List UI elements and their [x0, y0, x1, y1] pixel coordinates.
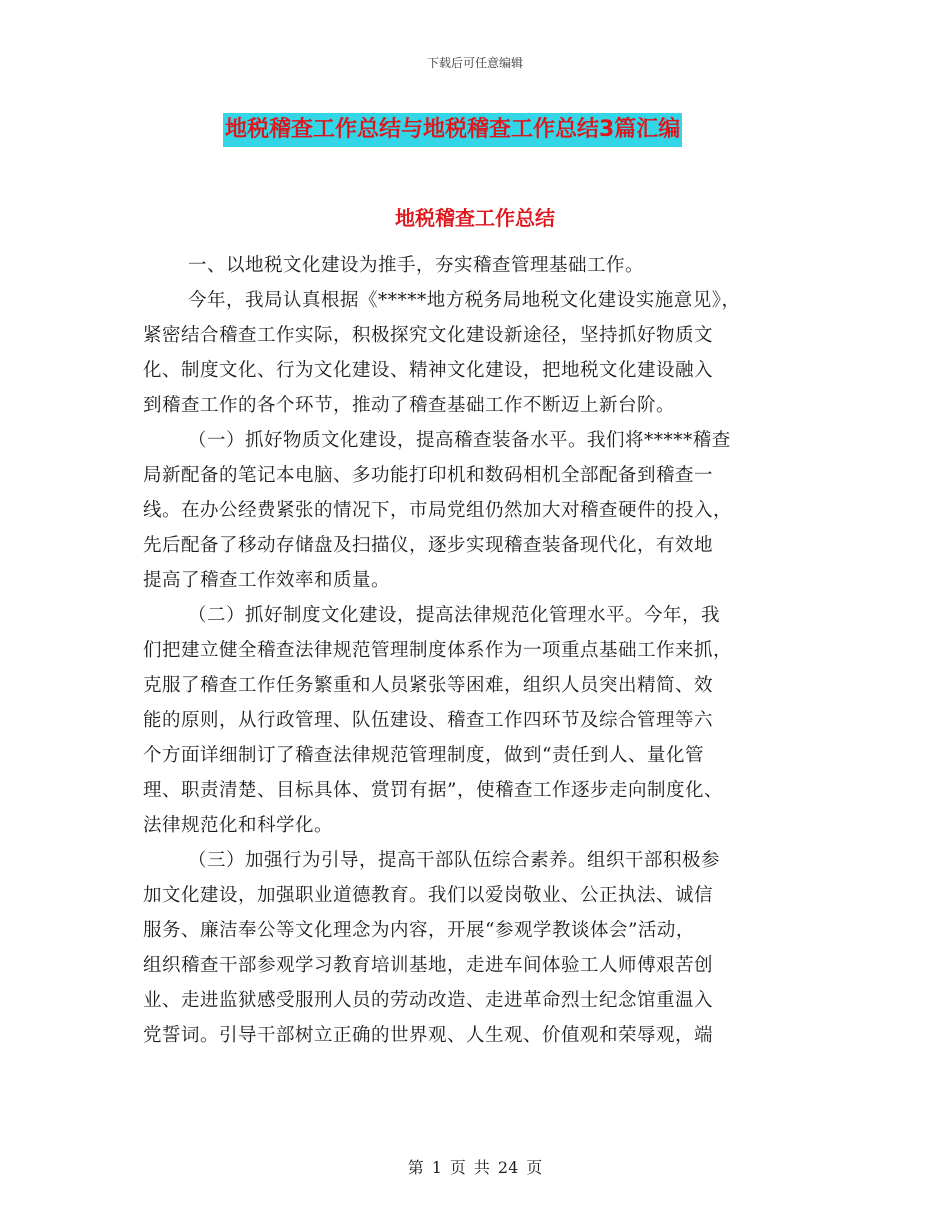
paragraph-line: 们把建立健全稽查法律规范管理制度体系作为一项重点基础工作来抓， [143, 640, 733, 661]
footer-suffix: 页 [526, 1158, 543, 1177]
paragraph-line: 党誓词。引导干部树立正确的世界观、人生观、价值观和荣辱观，端 [143, 1025, 714, 1046]
paragraph-line: 化、制度文化、行为文化建设、精神文化建设，把地税文化建设融入 [143, 360, 714, 381]
paragraph-line: 法律规范化和科学化。 [143, 815, 334, 836]
paragraph-line: 能的原则，从行政管理、队伍建设、稽查工作四环节及综合管理等六 [143, 710, 714, 731]
paragraph-line: 提高了稽查工作效率和质量。 [143, 570, 391, 591]
paragraph-line: 线。在办公经费紧张的情况下，市局党组仍然加大对稽查硬件的投入， [143, 500, 733, 521]
total-pages: 24 [497, 1158, 519, 1177]
page-number: 1 [431, 1158, 442, 1177]
paragraph-line: 到稽查工作的各个环节，推动了稽查基础工作不断迈上新台阶。 [143, 395, 676, 416]
section-title: 地税稽查工作总结 [395, 206, 555, 230]
paragraph-line: 克服了稽查工作任务繁重和人员紧张等困难，组织人员突出精简、效 [143, 675, 714, 696]
document-main-title: 地税稽查工作总结与地税稽查工作总结3篇汇编 [223, 113, 682, 147]
page-footer [0, 1155, 950, 1178]
paragraph-line: 个方面详细制订了稽查法律规范管理制度，做到“责任到人、量化管 [143, 745, 704, 766]
paragraph-line: 业、走进监狱感受服刑人员的劳动改造、走进革命烈士纪念馆重温入 [143, 990, 714, 1011]
header-note: 下载后可任意编辑 [426, 56, 523, 70]
paragraph-line: （二）抓好制度文化建设，提高法律规范化管理水平。今年，我 [188, 605, 721, 626]
body-text [143, 248, 818, 1053]
footer-total-label: 共 [473, 1158, 490, 1177]
paragraph-line: （三）加强行为引导，提高干部队伍综合素养。组织干部积极参 [188, 850, 721, 871]
paragraph-line: 今年，我局认真根据《*****地方税务局地税文化建设实施意见》， [188, 290, 741, 311]
paragraph-line: （一）抓好物质文化建设，提高稽查装备水平。我们将*****稽查 [188, 430, 731, 451]
paragraph-line: 局新配备的笔记本电脑、多功能打印机和数码相机全部配备到稽查一 [143, 465, 714, 486]
paragraph-line: 理、职责清楚、目标具体、赏罚有据”，使稽查工作逐步走向制度化、 [143, 780, 723, 801]
paragraph-line: 加文化建设，加强职业道德教育。我们以爱岗敬业、公正执法、诚信 [143, 885, 714, 906]
paragraph-line: 组织稽查干部参观学习教育培训基地，走进车间体验工人师傅艰苦创 [143, 955, 714, 976]
paragraph-line: 先后配备了移动存储盘及扫描仪，逐步实现稽查装备现代化，有效地 [143, 535, 714, 556]
paragraph-line: 服务、廉洁奉公等文化理念为内容，开展“参观学教谈体会”活动， [143, 920, 695, 941]
paragraph-line: 紧密结合稽查工作实际，积极探究文化建设新途径，坚持抓好物质文 [143, 325, 714, 346]
paragraph-line: 一、以地税文化建设为推手，夯实稽查管理基础工作。 [188, 255, 645, 276]
footer-page-label: 页 [449, 1158, 466, 1177]
footer-prefix: 第 [407, 1158, 424, 1177]
